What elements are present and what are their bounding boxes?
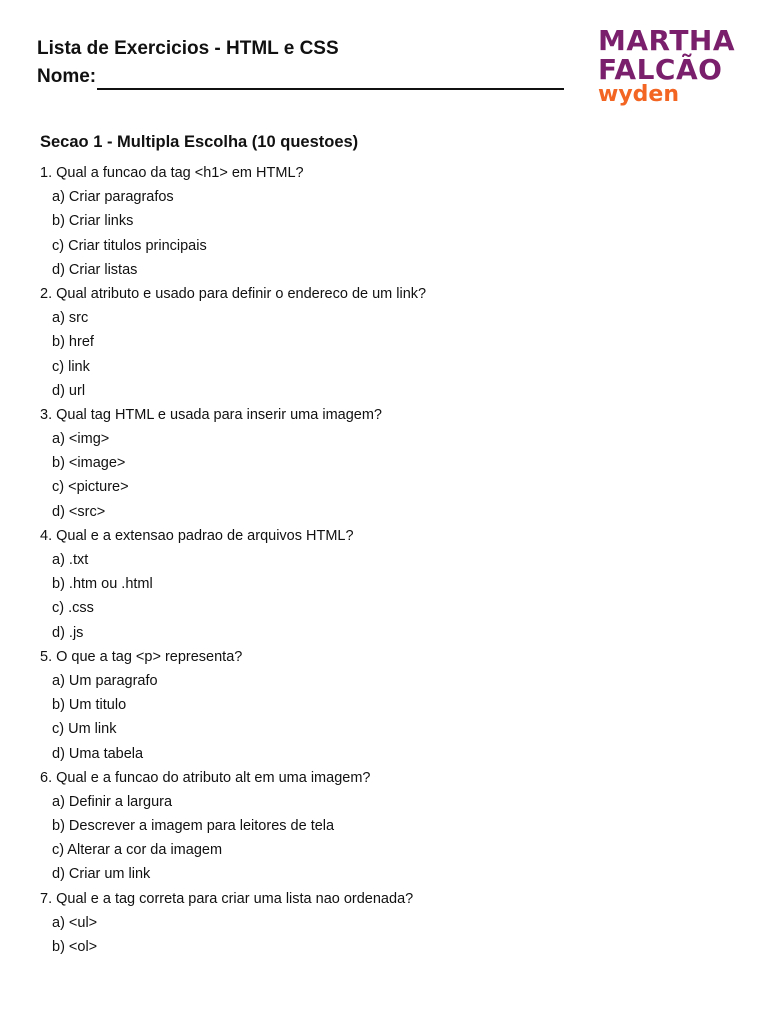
- answer-option: a) Definir a largura: [52, 793, 173, 810]
- answer-option: d) <src>: [52, 503, 106, 520]
- answer-option: b) .htm ou .html: [52, 576, 153, 593]
- option-list: [40, 429, 740, 522]
- question-item: [40, 526, 740, 643]
- answer-option: b) Um titulo: [52, 697, 127, 714]
- answer-option: b) Criar links: [52, 213, 134, 230]
- question-text: 7. Qual e a tag correta para criar uma lista nao ordenada?: [40, 890, 414, 907]
- name-blank-line: [97, 68, 564, 90]
- answer-option: c) <picture>: [52, 479, 129, 496]
- name-label: Nome:: [37, 66, 97, 87]
- logo-line-1: MARTHA: [598, 24, 736, 57]
- logo-subbrand: wyden: [598, 82, 679, 107]
- institution-logo: [598, 26, 748, 108]
- section-title: Secao 1 - Multipla Escolha (10 questoes): [40, 133, 359, 151]
- answer-option: c) link: [52, 358, 90, 375]
- question-item: [40, 405, 740, 522]
- name-field: [37, 64, 577, 90]
- answer-option: d) .js: [52, 624, 84, 641]
- question-text: 6. Qual e a funcao do atributo alt em uma imagem?: [40, 769, 371, 786]
- question-item: [40, 284, 740, 401]
- document-title: Lista de Exercicios - HTML e CSS: [37, 38, 339, 59]
- answer-option: a) Criar paragrafos: [52, 189, 174, 206]
- answer-option: b) Descrever a imagem para leitores de tela: [52, 818, 335, 835]
- document-header: [37, 36, 577, 90]
- question-list: [40, 163, 740, 961]
- answer-option: a) src: [52, 310, 89, 327]
- option-list: [40, 792, 740, 885]
- question-item: [40, 163, 740, 280]
- answer-option: a) <ul>: [52, 914, 98, 931]
- question-text: 2. Qual atributo e usado para definir o endereco de um link?: [40, 285, 427, 302]
- question-text: 4. Qual e a extensao padrao de arquivos HTML?: [40, 527, 354, 544]
- question-item: [40, 647, 740, 764]
- question-text: 5. O que a tag <p> representa?: [40, 648, 243, 665]
- answer-option: b) <ol>: [52, 939, 98, 955]
- answer-option: d) Criar um link: [52, 866, 151, 883]
- answer-option: a) <img>: [52, 431, 110, 448]
- question-item: [40, 889, 740, 957]
- answer-option: d) Criar listas: [52, 261, 138, 278]
- answer-option: c) Alterar a cor da imagem: [52, 842, 223, 859]
- answer-option: a) Um paragrafo: [52, 672, 158, 689]
- option-list: [40, 671, 740, 764]
- option-list: [40, 187, 740, 280]
- answer-option: d) Uma tabela: [52, 745, 144, 762]
- answer-option: c) .css: [52, 600, 94, 617]
- logo-line-2: FALCÃO: [598, 53, 723, 86]
- question-item: [40, 768, 740, 885]
- question-text: 3. Qual tag HTML e usada para inserir uma imagem?: [40, 406, 382, 423]
- answer-option: c) Criar titulos principais: [52, 237, 207, 254]
- answer-option: b) <image>: [52, 455, 126, 472]
- answer-option: d) url: [52, 382, 86, 399]
- option-list: [40, 550, 740, 643]
- answer-option: a) .txt: [52, 552, 89, 568]
- option-list: [40, 308, 740, 401]
- option-list: [40, 913, 740, 957]
- answer-option: c) Um link: [52, 721, 117, 738]
- answer-option: b) href: [52, 334, 94, 351]
- question-text: 1. Qual a funcao da tag <h1> em HTML?: [40, 165, 304, 181]
